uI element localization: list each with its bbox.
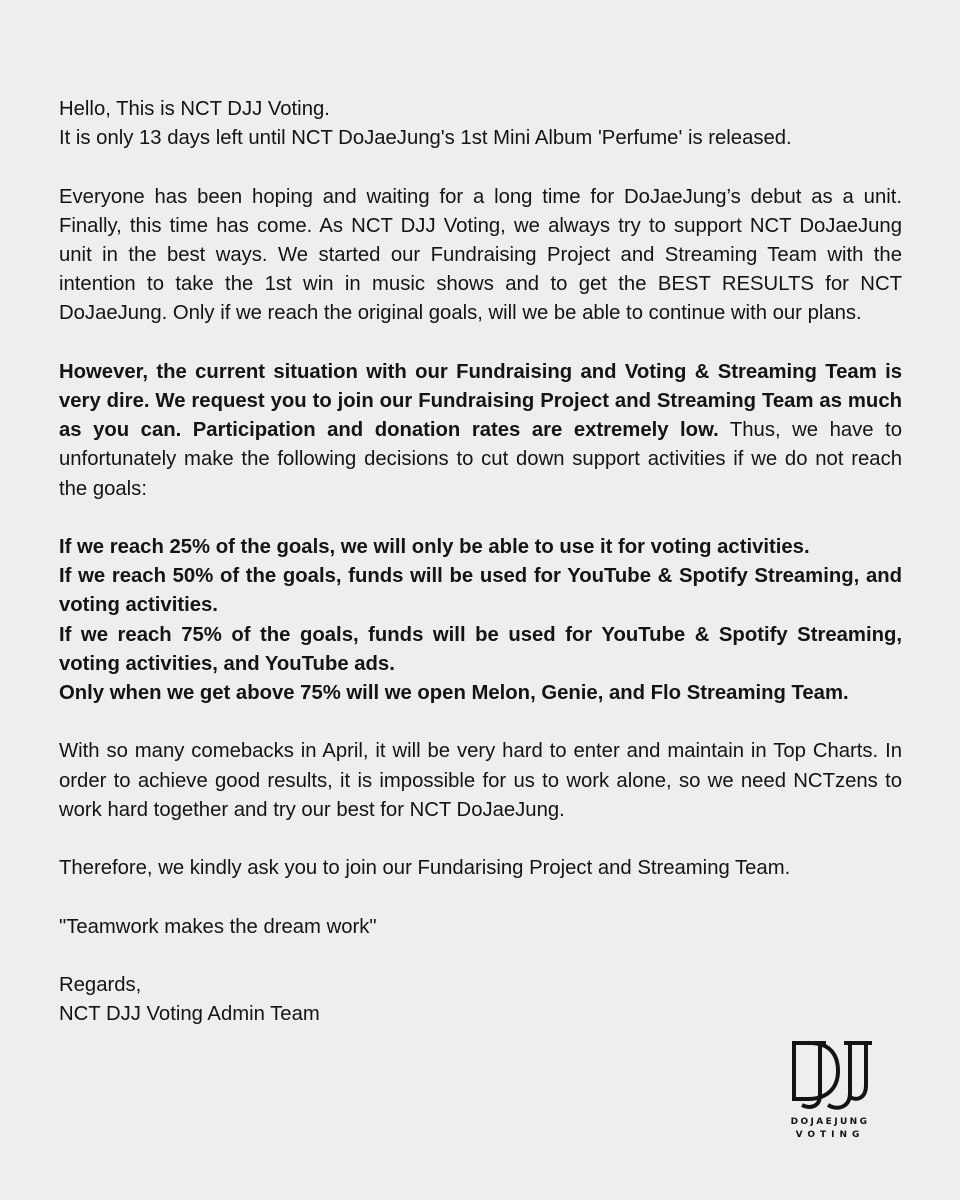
request-paragraph: Therefore, we kindly ask you to join our Fundarising Project and Streaming Team. — [59, 857, 791, 880]
goal-50-line: If we reach 50% of the goals, funds will be used for YouTube & Spotify Streaming, and voting activities. — [59, 565, 902, 617]
debut-paragraph: Everyone has been hoping and waiting for a long time for DoJaeJung’s debut as a unit. Finally, this time has come. As NCT DJJ Voting, we always try to support NCT DoJaeJung unit in the best ways. We started our Fundraising Project and Streaming Team with the intention to take the 1st win in music shows and to get the BEST RESULTS for NCT DoJaeJung. Only if we reach the original goals, will we be able to continue with our plans. — [59, 185, 902, 325]
logo-text-line1: DOJAEJUNG — [790, 1117, 870, 1127]
letter-body — [59, 95, 902, 1059]
signoff-paragraph — [59, 971, 902, 1029]
goals-paragraph — [59, 533, 902, 708]
goal-above-75-line: Only when we get above 75% will we open Melon, Genie, and Flo Streaming Team. — [59, 682, 849, 705]
situation-paragraph — [59, 358, 902, 504]
dojaejung-voting-logo — [780, 1035, 880, 1141]
greeting-line: Hello, This is NCT DJJ Voting. — [59, 98, 330, 120]
situation-bold-text: However, the current situation with our Fundraising and Voting & Streaming Team is very dire. We request you to join our Fundraising Project and Streaming Team as much as you can. Participation and donation rates are extremely low. — [59, 360, 902, 442]
djj-logo-mark-icon — [780, 1035, 880, 1115]
quote-paragraph: "Teamwork makes the dream work" — [59, 915, 377, 938]
situation-normal-text: Thus, we have to unfortunately make the following decisions to cut down support activities if we do not reach the goals: — [59, 419, 902, 500]
greeting-paragraph — [59, 95, 902, 153]
comebacks-paragraph: With so many comebacks in April, it will be very hard to enter and maintain in Top Charts. In order to achieve good results, it is impossible for us to work alone, so we need NCTzens to work hard together and try our best for NCT DoJaeJung. — [59, 740, 902, 821]
countdown-line: It is only 13 days left until NCT DoJaeJung's 1st Mini Album 'Perfume' is released. — [59, 127, 792, 150]
goal-25-line: If we reach 25% of the goals, we will only be able to use it for voting activities. — [59, 536, 810, 558]
goal-75-line: If we reach 75% of the goals, funds will be used for YouTube & Spotify Streaming, voting activities, and YouTube ads. — [59, 623, 902, 675]
signature-line: NCT DJJ Voting Admin Team — [59, 1003, 320, 1026]
logo-text-line2: VOTING — [795, 1130, 865, 1140]
closing-line: Regards, — [59, 973, 142, 996]
